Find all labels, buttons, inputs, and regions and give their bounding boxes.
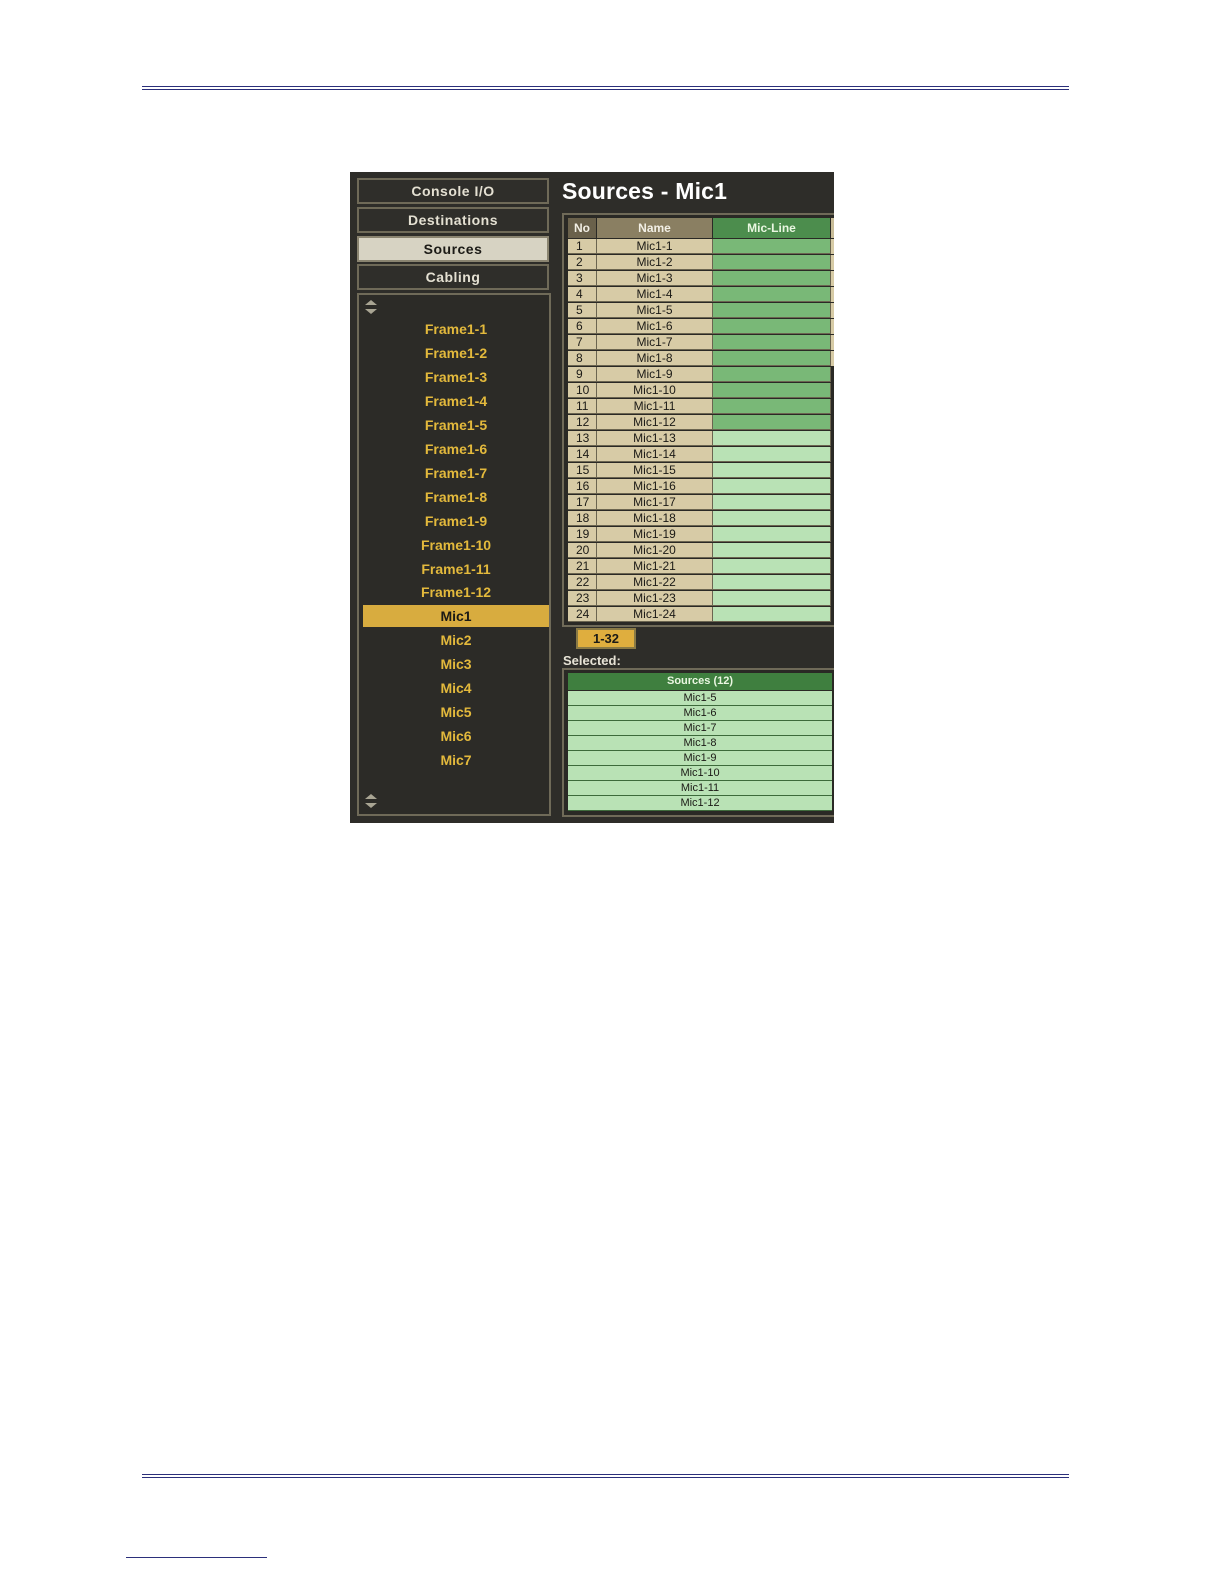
footer-rule <box>142 1474 1069 1478</box>
table-row[interactable] <box>568 527 834 543</box>
source-list-item[interactable]: Frame1-1 <box>424 321 488 337</box>
cell-name: Mic1-5 <box>597 303 713 318</box>
cell-no: 11 <box>568 399 597 414</box>
cell-mic-line[interactable] <box>713 335 831 350</box>
table-row[interactable] <box>568 239 834 255</box>
page-range-button[interactable]: 1-32 <box>576 628 636 649</box>
cell-no: 22 <box>568 575 597 590</box>
table-row[interactable] <box>568 383 834 399</box>
cell-mic-line[interactable] <box>713 607 831 622</box>
cell-mic-line[interactable] <box>713 591 831 606</box>
cell-mic-line[interactable] <box>713 319 831 334</box>
cell-no: 21 <box>568 559 597 574</box>
cell-next-column <box>831 303 834 318</box>
cell-name: Mic1-10 <box>597 383 713 398</box>
cell-mic-line[interactable] <box>713 527 831 542</box>
cell-mic-line[interactable] <box>713 303 831 318</box>
source-list-item[interactable]: Mic4 <box>440 680 472 697</box>
cell-next-column <box>831 415 834 430</box>
table-row[interactable] <box>568 303 834 319</box>
cell-next-column <box>831 367 834 382</box>
cell-next-column <box>831 495 834 510</box>
column-header-mic-line[interactable]: Mic-Line <box>713 218 831 238</box>
cell-mic-line[interactable] <box>713 495 831 510</box>
cell-name: Mic1-19 <box>597 527 713 542</box>
selected-header: Sources (12) <box>568 673 832 690</box>
table-row[interactable] <box>568 399 834 415</box>
cell-no: 12 <box>568 415 597 430</box>
cell-next-column <box>831 511 834 526</box>
cell-no: 24 <box>568 607 597 622</box>
source-list-item[interactable]: Mic6 <box>440 728 472 745</box>
table-row[interactable] <box>568 335 834 351</box>
cell-name: Mic1-24 <box>597 607 713 622</box>
cell-no: 5 <box>568 303 597 318</box>
console-window <box>350 172 834 823</box>
source-list-item[interactable]: Frame1-12 <box>420 584 492 601</box>
source-list-item[interactable]: Frame1-9 <box>424 512 488 529</box>
source-list-item[interactable]: Frame1-8 <box>424 488 488 505</box>
cell-name: Mic1-23 <box>597 591 713 606</box>
cell-mic-line[interactable] <box>713 351 831 366</box>
cell-mic-line[interactable] <box>713 431 831 446</box>
cell-no: 10 <box>568 383 597 398</box>
table-row[interactable] <box>568 255 834 271</box>
cell-no: 18 <box>568 511 597 526</box>
cell-next-column <box>831 271 834 286</box>
table-row[interactable] <box>568 479 834 495</box>
table-row[interactable] <box>568 319 834 335</box>
source-list-item[interactable]: Mic7 <box>440 752 472 769</box>
source-list-item[interactable]: Mic5 <box>440 704 472 721</box>
cell-next-column <box>831 447 834 462</box>
cell-no: 15 <box>568 463 597 478</box>
cell-mic-line[interactable] <box>713 255 831 270</box>
selected-sources-table <box>562 668 834 817</box>
table-row[interactable] <box>568 431 834 447</box>
cell-name: Mic1-21 <box>597 559 713 574</box>
cell-mic-line[interactable] <box>713 239 831 254</box>
cell-no: 2 <box>568 255 597 270</box>
source-list-panel <box>357 293 551 816</box>
cell-mic-line[interactable] <box>713 463 831 478</box>
cell-mic-line[interactable] <box>713 447 831 462</box>
table-row[interactable] <box>568 271 834 287</box>
column-header-next <box>831 218 834 238</box>
nav-button-cabling[interactable]: Cabling <box>357 264 549 290</box>
source-list-item[interactable]: Frame1-10 <box>420 536 492 553</box>
cell-no: 9 <box>568 367 597 382</box>
selected-item[interactable]: Mic1-8 <box>568 736 832 751</box>
cell-next-column <box>831 399 834 414</box>
table-row[interactable] <box>568 415 834 431</box>
source-list-item[interactable]: Mic1 <box>363 605 549 627</box>
cell-next-column <box>831 335 834 350</box>
header-rule <box>142 86 1069 90</box>
table-row[interactable] <box>568 543 834 559</box>
scroll-up-down-icon[interactable] <box>363 792 379 810</box>
table-row[interactable] <box>568 367 834 383</box>
cell-next-column <box>831 255 834 270</box>
source-list-item[interactable]: Frame1-6 <box>424 440 488 457</box>
cell-next-column <box>831 239 834 254</box>
cell-no: 23 <box>568 591 597 606</box>
cell-name: Mic1-16 <box>597 479 713 494</box>
cell-next-column <box>831 431 834 446</box>
table-row[interactable] <box>568 607 834 623</box>
cell-name: Mic1-4 <box>597 287 713 302</box>
source-list-item[interactable]: Frame1-11 <box>421 560 491 577</box>
cell-mic-line[interactable] <box>713 575 831 590</box>
cell-mic-line[interactable] <box>713 367 831 382</box>
table-row[interactable] <box>568 591 834 607</box>
cell-no: 4 <box>568 287 597 302</box>
cell-no: 7 <box>568 335 597 350</box>
cell-name: Mic1-8 <box>597 351 713 366</box>
cell-mic-line[interactable] <box>713 479 831 494</box>
cell-next-column <box>831 319 834 334</box>
sources-table <box>562 213 834 627</box>
source-list-item[interactable]: Frame1-5 <box>424 416 488 433</box>
scroll-up-down-icon[interactable] <box>363 298 379 316</box>
cell-name: Mic1-13 <box>597 431 713 446</box>
cell-name: Mic1-17 <box>597 495 713 510</box>
cell-next-column <box>831 287 834 302</box>
cell-next-column <box>831 463 834 478</box>
cell-mic-line[interactable] <box>713 543 831 558</box>
source-list-item[interactable]: Frame1-2 <box>424 344 488 361</box>
table-row[interactable] <box>568 511 834 527</box>
cell-next-column <box>831 543 834 558</box>
cell-mic-line[interactable] <box>713 271 831 286</box>
cell-name: Mic1-22 <box>597 575 713 590</box>
cell-next-column <box>831 479 834 494</box>
cell-next-column <box>831 383 834 398</box>
selected-item[interactable]: Mic1-11 <box>568 781 832 796</box>
cell-next-column <box>831 559 834 574</box>
selected-item[interactable]: Mic1-7 <box>568 721 832 736</box>
cell-mic-line[interactable] <box>713 287 831 302</box>
cell-no: 14 <box>568 447 597 462</box>
cell-mic-line[interactable] <box>713 511 831 526</box>
cell-next-column <box>831 607 834 622</box>
cell-no: 20 <box>568 543 597 558</box>
cell-no: 8 <box>568 351 597 366</box>
column-header-name[interactable]: Name <box>597 218 713 238</box>
cell-name: Mic1-12 <box>597 415 713 430</box>
source-list-item[interactable]: Frame1-4 <box>424 392 488 409</box>
cell-name: Mic1-11 <box>597 399 713 414</box>
cell-no: 19 <box>568 527 597 542</box>
cell-name: Mic1-1 <box>597 239 713 254</box>
source-list-item[interactable]: Mic2 <box>440 632 472 649</box>
cell-mic-line[interactable] <box>713 415 831 430</box>
table-row[interactable] <box>568 559 834 575</box>
cell-name: Mic1-3 <box>597 271 713 286</box>
cell-name: Mic1-20 <box>597 543 713 558</box>
cell-mic-line[interactable] <box>713 383 831 398</box>
cell-no: 1 <box>568 239 597 254</box>
cell-name: Mic1-7 <box>597 335 713 350</box>
cell-name: Mic1-18 <box>597 511 713 526</box>
selected-item[interactable]: Mic1-5 <box>568 691 832 706</box>
cell-no: 17 <box>568 495 597 510</box>
selected-item[interactable]: Mic1-10 <box>568 766 832 781</box>
cell-name: Mic1-6 <box>597 319 713 334</box>
cell-mic-line[interactable] <box>713 559 831 574</box>
table-row[interactable] <box>568 463 834 479</box>
cell-next-column <box>831 527 834 542</box>
cell-no: 3 <box>568 271 597 286</box>
cell-no: 6 <box>568 319 597 334</box>
nav-button-destinations[interactable]: Destinations <box>357 207 549 233</box>
nav-button-console-i-o[interactable]: Console I/O <box>357 178 549 204</box>
selected-item[interactable]: Mic1-6 <box>568 706 832 721</box>
cell-name: Mic1-14 <box>597 447 713 462</box>
table-row[interactable] <box>568 575 834 591</box>
cell-next-column <box>831 575 834 590</box>
cell-no: 13 <box>568 431 597 446</box>
table-row[interactable] <box>568 495 834 511</box>
page-title: Sources - Mic1 <box>562 178 728 204</box>
table-row[interactable] <box>568 447 834 463</box>
cell-name: Mic1-2 <box>597 255 713 270</box>
cell-name: Mic1-9 <box>597 367 713 382</box>
footnote-rule <box>126 1557 267 1558</box>
cell-name: Mic1-15 <box>597 463 713 478</box>
source-list-item[interactable]: Mic3 <box>440 656 472 673</box>
source-list-item[interactable]: Frame1-3 <box>424 368 488 385</box>
column-header-no[interactable]: No <box>568 218 597 238</box>
table-row[interactable] <box>568 351 834 367</box>
nav-button-sources[interactable]: Sources <box>357 236 549 262</box>
cell-next-column <box>831 591 834 606</box>
cell-no: 16 <box>568 479 597 494</box>
table-row[interactable] <box>568 287 834 303</box>
selected-item[interactable]: Mic1-9 <box>568 751 832 766</box>
selected-label: Selected: <box>563 653 621 668</box>
cell-mic-line[interactable] <box>713 399 831 414</box>
cell-next-column <box>831 351 834 366</box>
selected-item[interactable]: Mic1-12 <box>568 796 832 811</box>
source-list-item[interactable]: Frame1-7 <box>424 464 488 481</box>
